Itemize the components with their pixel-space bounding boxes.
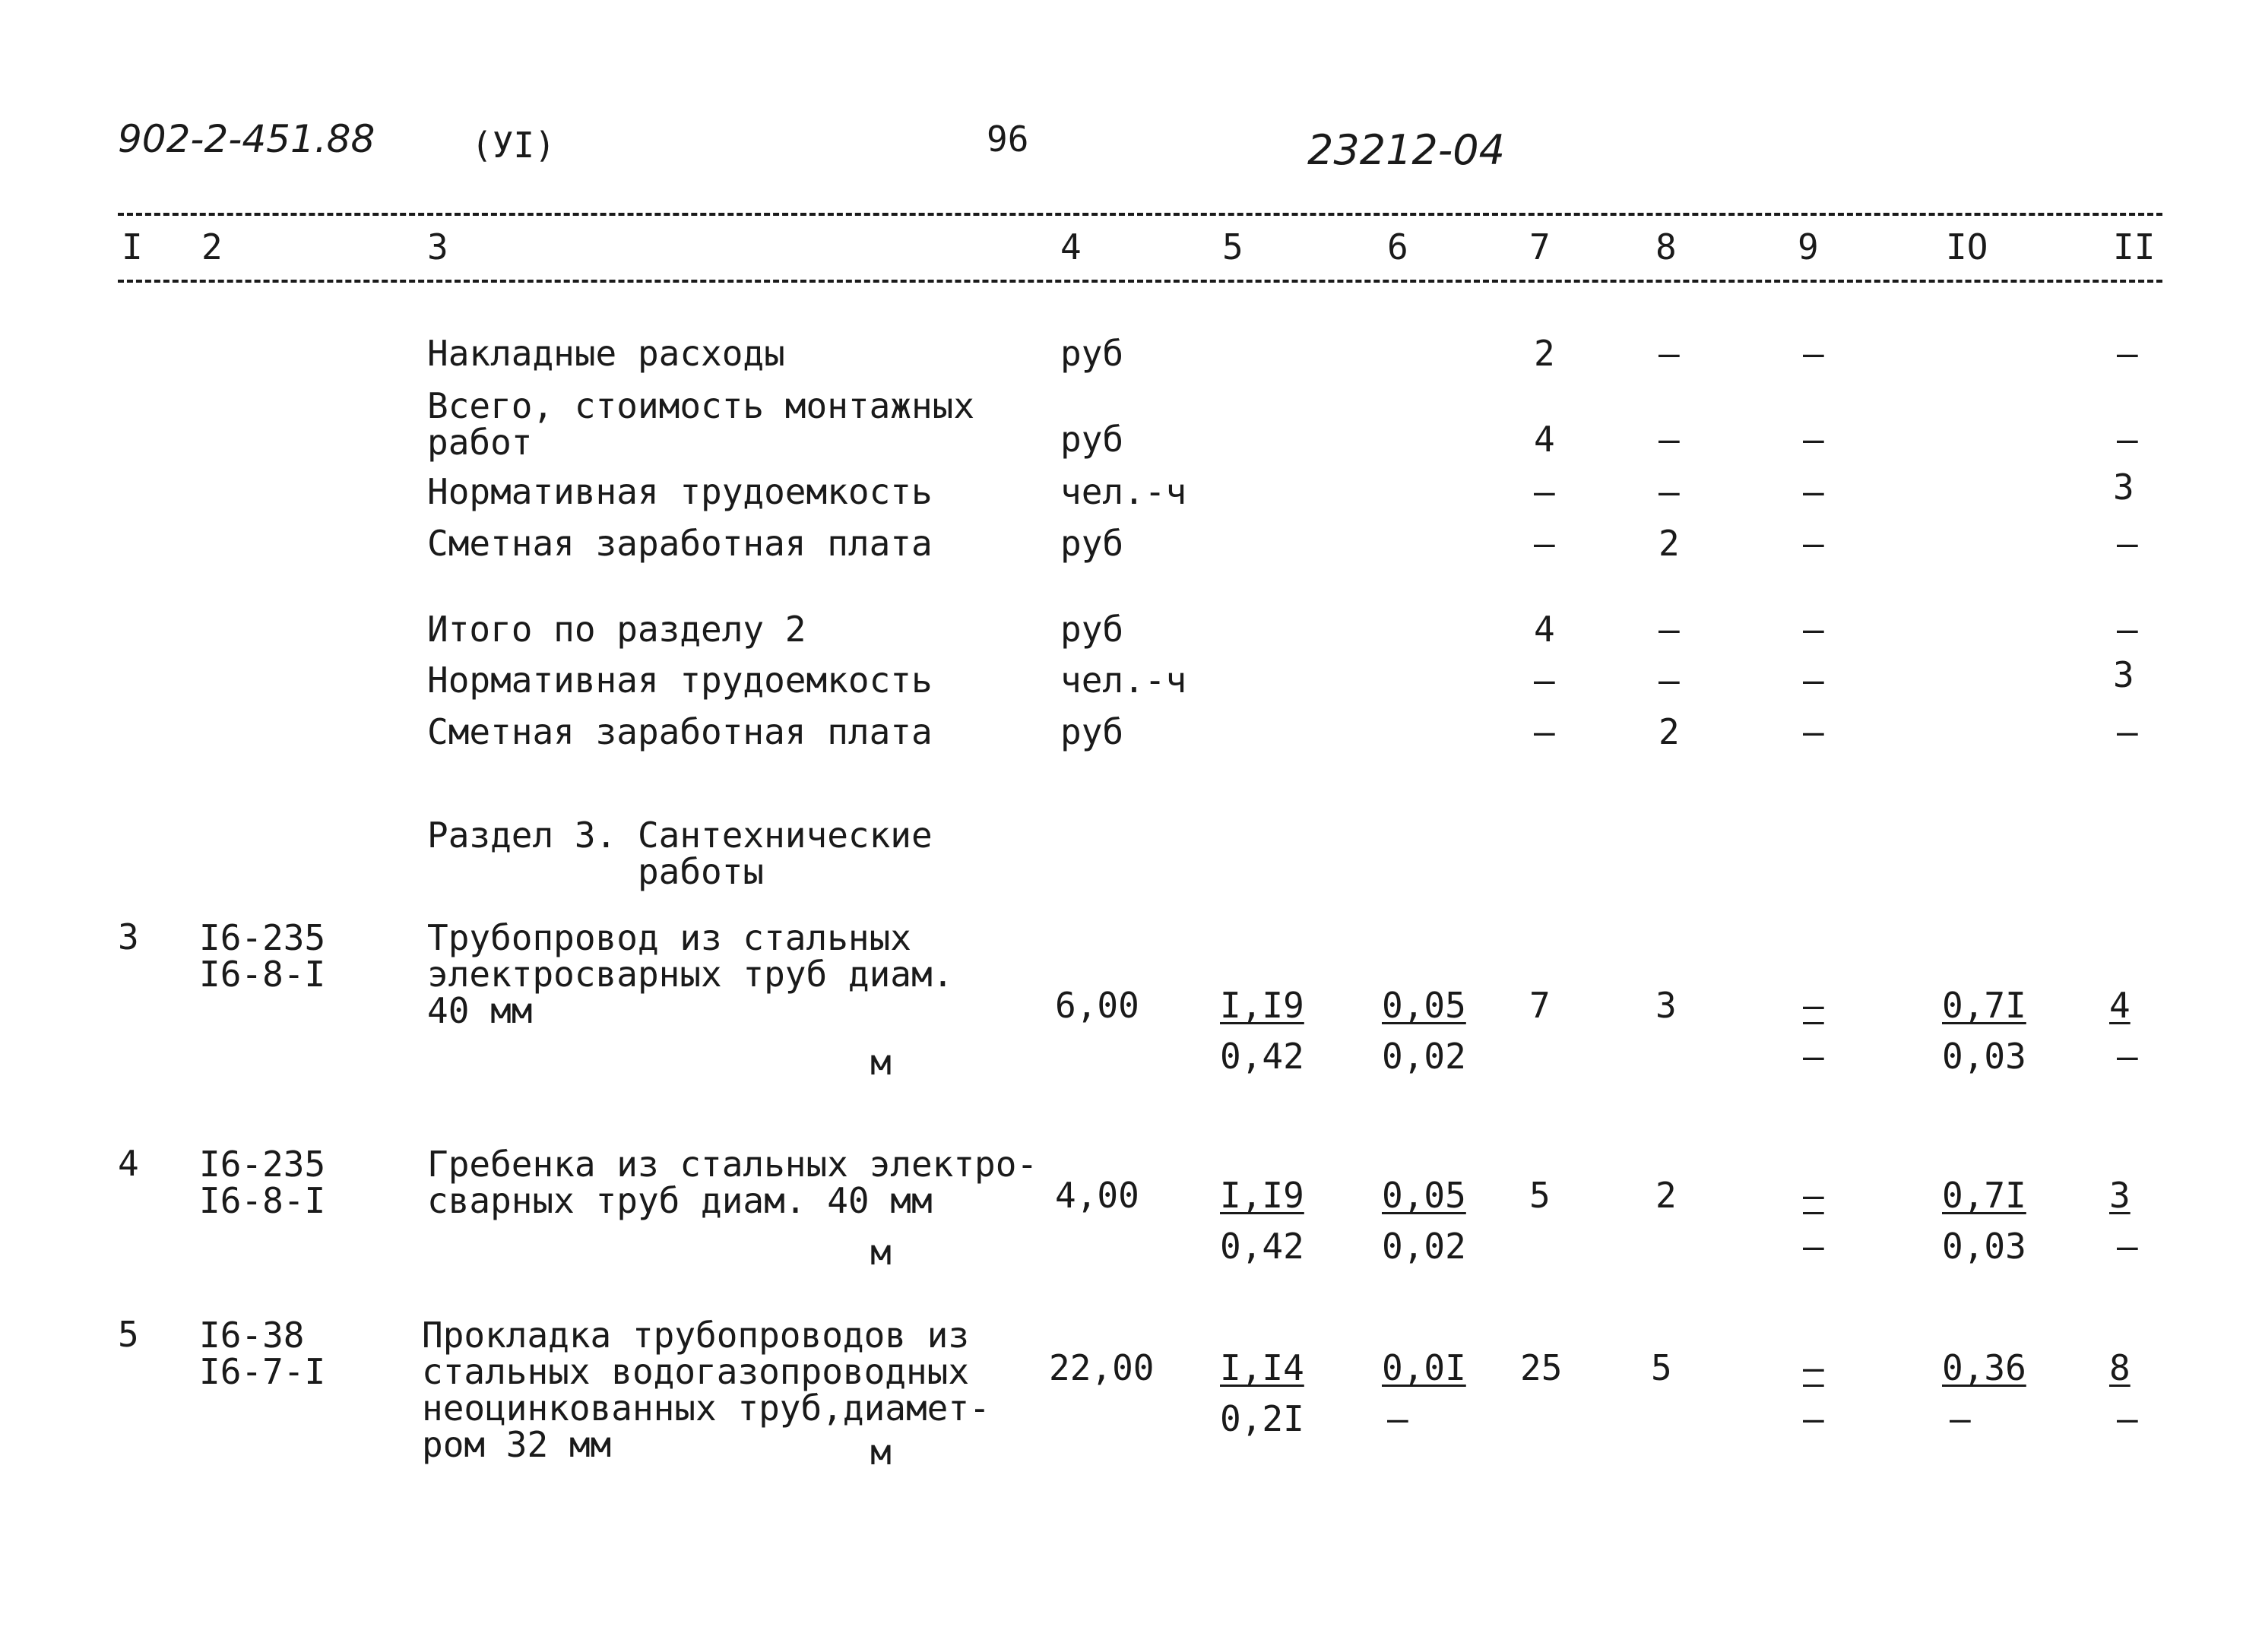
item-description: Трубопровод из стальных электросварных труб диам. 40 мм — [427, 917, 954, 1031]
summary-row-labor-col9: – — [1803, 471, 1824, 512]
column-header-7: 7 — [1529, 226, 1551, 267]
item-col10-bottom: – — [1950, 1398, 1971, 1439]
item-col11-top: 3 — [2109, 1175, 2131, 1216]
item-col10-bottom: 0,03 — [1942, 1226, 2026, 1267]
item-col6-top: 0,05 — [1382, 985, 1466, 1026]
item-number: 3 — [118, 916, 139, 957]
summary-row-overheads-col9: – — [1803, 333, 1824, 374]
column-header-3: 3 — [427, 226, 448, 267]
column-header-9: 9 — [1798, 226, 1819, 267]
summary-row-section-total-col8: – — [1658, 609, 1680, 650]
item-col5-bottom: 0,42 — [1220, 1226, 1304, 1267]
summary-row-overheads-unit: руб — [1060, 333, 1124, 374]
item-quantity: 4,00 — [1055, 1175, 1139, 1216]
item-col6-bottom: 0,02 — [1382, 1036, 1466, 1077]
summary-row-overheads-col7: 2 — [1534, 333, 1555, 374]
summary-row-total-install-col11: – — [2117, 419, 2138, 460]
summary-row-labor-col11: 3 — [2113, 467, 2134, 508]
summary-row-section-labor-col11: 3 — [2113, 654, 2134, 695]
item-col6-top: 0,0I — [1382, 1347, 1466, 1388]
item-col8: 5 — [1651, 1347, 1672, 1388]
summary-row-overheads-col11: – — [2117, 333, 2138, 374]
item-description: Гребенка из стальных электро- сварных труб диам. 40 мм — [427, 1144, 1038, 1221]
item-col9-bottom: – — [1803, 1398, 1824, 1439]
summary-row-overheads-col8: – — [1658, 333, 1680, 374]
summary-row-wages-col11: – — [2117, 523, 2138, 564]
item-col9-bottom: – — [1803, 1036, 1824, 1077]
item-col5-bottom: 0,42 — [1220, 1036, 1304, 1077]
item-col5-top: I,I9 — [1220, 1175, 1304, 1216]
item-col8: 3 — [1655, 985, 1677, 1026]
header-top-rule — [118, 213, 2162, 216]
page-number: 96 — [987, 119, 1029, 160]
item-number: 5 — [118, 1314, 139, 1355]
archive-code: 23212-04 — [1307, 126, 1505, 174]
column-header-4: 4 — [1060, 226, 1082, 267]
item-col5-top: I,I9 — [1220, 985, 1304, 1026]
item-col10-top: 0,36 — [1942, 1347, 2026, 1388]
column-header-2: 2 — [201, 226, 223, 267]
header-bottom-rule — [118, 280, 2162, 283]
summary-row-total-install-col8: – — [1658, 419, 1680, 460]
summary-row-section-labor-col9: – — [1803, 660, 1824, 701]
summary-row-wages-unit: руб — [1060, 523, 1124, 564]
item-codes: I6-38 I6-7-I — [199, 1315, 326, 1392]
item-col11-top: 4 — [2109, 985, 2131, 1026]
summary-row-total-install-name: Всего, стоимость монтажных работ — [427, 385, 975, 463]
item-col6-bottom: – — [1387, 1398, 1408, 1439]
summary-row-labor-col7: – — [1534, 471, 1555, 512]
item-codes: I6-235 I6-8-I — [199, 1144, 326, 1221]
item-quantity: 22,00 — [1049, 1347, 1155, 1388]
summary-row-section-wages-col8: 2 — [1658, 711, 1680, 752]
item-description: Прокладка трубопроводов из стальных водогазопроводных неоцинкованных труб,диамет- ром 32 мм — [422, 1315, 990, 1465]
item-col8: 2 — [1655, 1175, 1677, 1216]
summary-row-wages-col7: – — [1534, 523, 1555, 564]
column-header-10: IO — [1946, 226, 1988, 267]
item-col10-top: 0,7I — [1942, 985, 2026, 1026]
volume-label: (УI) — [471, 125, 556, 166]
item-col9-top: – — [1803, 1347, 1824, 1388]
summary-row-labor-name: Нормативная трудоемкость — [427, 471, 933, 512]
item-col5-bottom: 0,2I — [1220, 1398, 1304, 1439]
summary-row-section-wages-col11: – — [2117, 711, 2138, 752]
summary-row-wages-col9: – — [1803, 523, 1824, 564]
document-code: 902-2-451.88 — [118, 117, 375, 161]
summary-row-section-total-name: Итого по разделу 2 — [427, 609, 806, 650]
summary-row-section-labor-unit: чел.-ч — [1060, 660, 1187, 701]
column-header-1: I — [122, 226, 143, 267]
summary-row-total-install-unit: руб — [1060, 419, 1124, 460]
item-quantity: 6,00 — [1055, 985, 1139, 1026]
summary-row-section-labor-col7: – — [1534, 660, 1555, 701]
summary-row-section-labor-col8: – — [1658, 660, 1680, 701]
item-col9-top: – — [1803, 1175, 1824, 1216]
summary-row-section-total-col7: 4 — [1534, 609, 1555, 650]
item-col5-top: I,I4 — [1220, 1347, 1304, 1388]
item-col10-top: 0,7I — [1942, 1175, 2026, 1216]
summary-row-section-wages-name: Сметная заработная плата — [427, 711, 933, 752]
summary-row-overheads-name: Накладные расходы — [427, 333, 785, 374]
item-col9-bottom: – — [1803, 1226, 1824, 1267]
item-col11-bottom: – — [2117, 1036, 2138, 1077]
summary-row-section-wages-col9: – — [1803, 711, 1824, 752]
summary-row-section-wages-unit: руб — [1060, 711, 1124, 752]
summary-row-labor-col8: – — [1658, 471, 1680, 512]
summary-row-total-install-col9: – — [1803, 419, 1824, 460]
column-header-6: 6 — [1387, 226, 1408, 267]
column-header-11: II — [2113, 226, 2156, 267]
item-col6-bottom: 0,02 — [1382, 1226, 1466, 1267]
summary-row-section-wages-col7: – — [1534, 711, 1555, 752]
item-unit: м — [870, 1432, 892, 1473]
item-col10-bottom: 0,03 — [1942, 1036, 2026, 1077]
item-number: 4 — [118, 1143, 139, 1184]
column-header-5: 5 — [1222, 226, 1243, 267]
item-col11-bottom: – — [2117, 1398, 2138, 1439]
item-codes: I6-235 I6-8-I — [199, 917, 326, 995]
item-col7: 7 — [1529, 985, 1551, 1026]
summary-row-wages-col8: 2 — [1658, 523, 1680, 564]
summary-row-section-total-col9: – — [1803, 609, 1824, 650]
summary-row-section-labor-name: Нормативная трудоемкость — [427, 660, 933, 701]
summary-row-total-install-col7: 4 — [1534, 419, 1555, 460]
item-col6-top: 0,05 — [1382, 1175, 1466, 1216]
summary-row-labor-unit: чел.-ч — [1060, 471, 1187, 512]
section-title: Раздел 3. Сантехнические работы — [427, 815, 933, 892]
column-header-8: 8 — [1655, 226, 1677, 267]
summary-row-section-total-col11: – — [2117, 609, 2138, 650]
item-unit: м — [870, 1042, 892, 1083]
item-unit: м — [870, 1232, 892, 1273]
item-col7: 25 — [1520, 1347, 1563, 1388]
summary-row-wages-name: Сметная заработная плата — [427, 523, 933, 564]
item-col9-top: – — [1803, 985, 1824, 1026]
item-col11-bottom: – — [2117, 1226, 2138, 1267]
item-col11-top: 8 — [2109, 1347, 2131, 1388]
item-col7: 5 — [1529, 1175, 1551, 1216]
summary-row-section-total-unit: руб — [1060, 609, 1124, 650]
